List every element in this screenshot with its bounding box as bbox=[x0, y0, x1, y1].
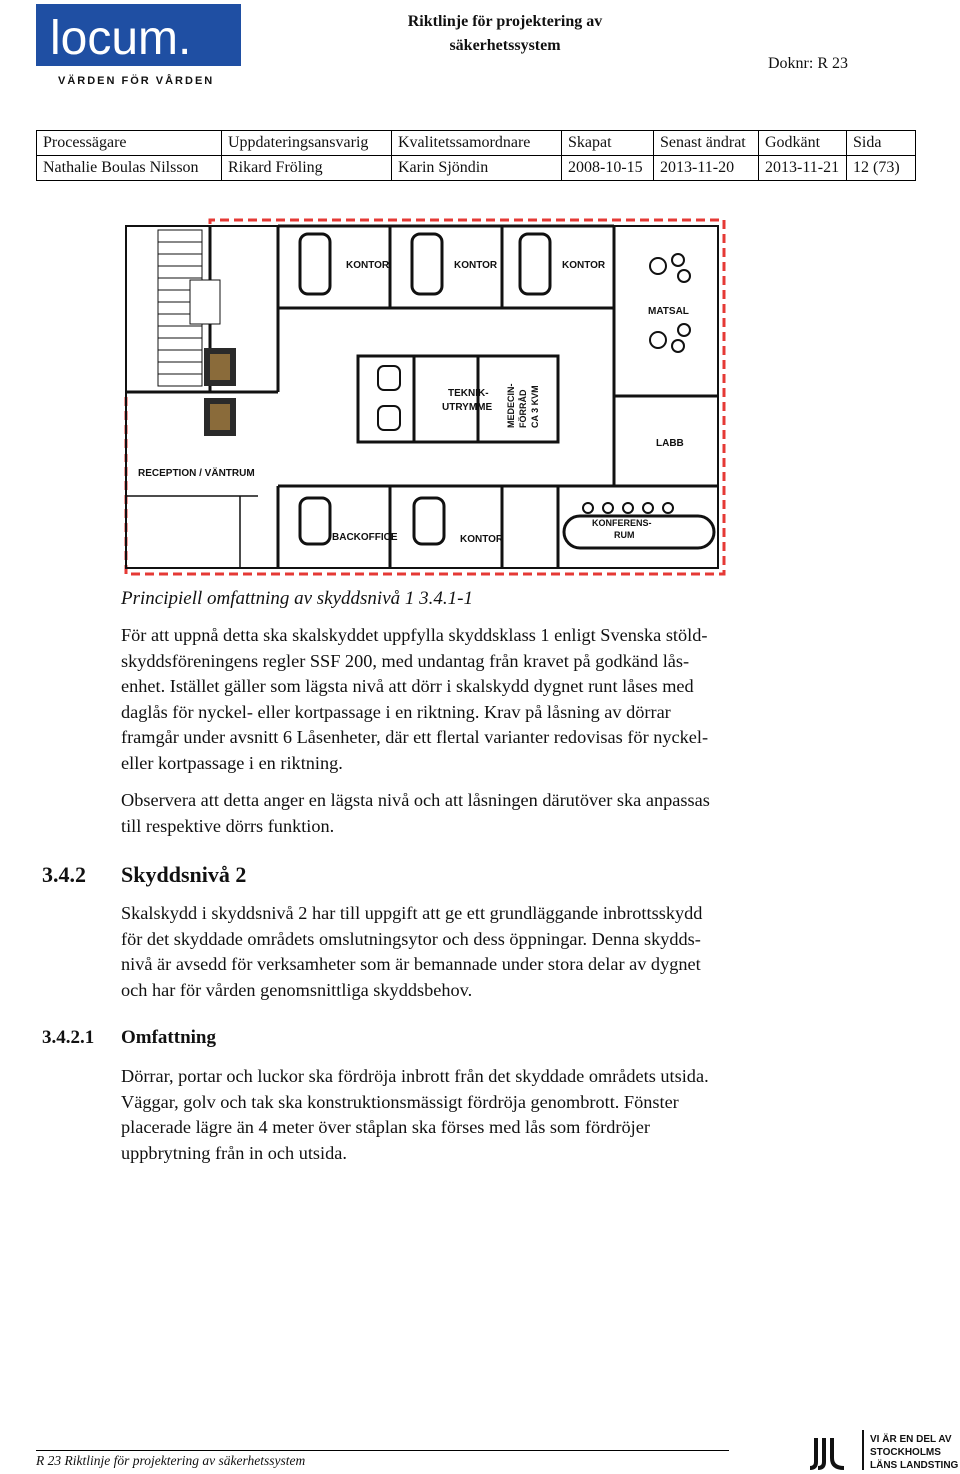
meta-label: Kvalitetssamordnare bbox=[392, 131, 562, 156]
section-heading-3-4-2 bbox=[42, 862, 246, 888]
text-line: nivå är avsedd för verksamheter som är bemannade under stora delar av dygnet bbox=[121, 954, 701, 974]
meta-value: 2008-10-15 bbox=[562, 156, 654, 181]
room-label-kontor-3: KONTOR bbox=[562, 260, 606, 271]
room-label-kontor-4: KONTOR bbox=[460, 534, 504, 545]
locum-logo bbox=[36, 4, 241, 88]
document-title-line2: säkerhetssystem bbox=[449, 37, 561, 54]
text-line: skyddsföreningens regler SSF 200, med undantag från kravet på godkänd lås- bbox=[121, 650, 690, 671]
room-label-konferens-1: KONFERENS- bbox=[592, 518, 652, 528]
meta-value: 2013-11-21 bbox=[759, 156, 847, 181]
paragraph-omfattning bbox=[121, 1064, 841, 1166]
meta-label: Uppdateringsansvarig bbox=[222, 131, 392, 156]
chairs bbox=[583, 254, 690, 513]
meta-value: Nathalie Boulas Nilsson bbox=[37, 156, 222, 181]
meta-value: 2013-11-20 bbox=[654, 156, 759, 181]
room-label-konferens-2: RUM bbox=[614, 530, 635, 540]
paragraph-level2 bbox=[121, 901, 841, 1003]
room-label-teknik-1: TEKNIK- bbox=[448, 388, 489, 399]
sll-line1: VI ÄR EN DEL AV bbox=[870, 1434, 952, 1445]
text-line: daglås för nyckel- eller kortpassage i en riktning. Krav på låsning av dörrar bbox=[121, 701, 671, 722]
text-line: För att uppnå detta ska skalskyddet uppfylla skyddsklass 1 enligt Svenska stöld- bbox=[121, 625, 708, 645]
text-line: placerade lägre än 4 meter över ståplan ska förses med lås som fördröjer bbox=[121, 1117, 650, 1137]
sll-line3: LÄNS LANDSTING bbox=[870, 1460, 959, 1471]
meta-label: Processägare bbox=[37, 131, 222, 156]
meta-label: Senast ändrat bbox=[654, 131, 759, 156]
text-line: Väggar, golv och tak ska konstruktionsmässigt fördröja genombrott. Fönster bbox=[121, 1091, 679, 1112]
document-number: Doknr: R 23 bbox=[768, 55, 848, 72]
floor-plan bbox=[118, 216, 730, 578]
footer-divider bbox=[36, 1450, 729, 1451]
text-line: Dörrar, portar och luckor ska fördröja inbrott från det skyddade områdets utsida. bbox=[121, 1066, 709, 1086]
paragraph-note bbox=[121, 788, 841, 839]
meta-label-row bbox=[37, 131, 916, 156]
text-line: uppbrytning från in och utsida. bbox=[121, 1142, 347, 1163]
text-line: Observera att detta anger en lägsta nivå och att låsningen därutöver ska anpassas bbox=[121, 790, 710, 810]
subsection-title: Omfattning bbox=[121, 1027, 216, 1048]
room-label-med-1: MEDECIN- bbox=[506, 383, 516, 428]
logo-tagline: VÄRDEN FÖR VÅRDEN bbox=[58, 75, 215, 87]
meta-value: Rikard Fröling bbox=[222, 156, 392, 181]
room-label-kontor-1: KONTOR bbox=[346, 260, 390, 271]
meta-label: Sida bbox=[847, 131, 916, 156]
section-title: Skyddsnivå 2 bbox=[121, 862, 247, 887]
text-line: enhet. Istället gäller som lägsta nivå att dörr i skalskydd dygnet runt låses med bbox=[121, 676, 694, 696]
room-label-med-3: CA 3 KVM bbox=[530, 385, 540, 428]
document-title-line1: Riktlinje för projektering av bbox=[407, 13, 603, 30]
room-label-backoffice: BACKOFFICE bbox=[332, 532, 398, 543]
meta-label: Skapat bbox=[562, 131, 654, 156]
text-line: eller kortpassage i en riktning. bbox=[121, 752, 343, 773]
sll-logo bbox=[810, 1428, 960, 1472]
meta-value-row bbox=[37, 156, 916, 181]
text-line: och har för vården genomsnittliga skyddsbehov. bbox=[121, 979, 473, 1000]
text-line: för det skyddade områdets omslutningsytor och dess öppningar. Denna skydds- bbox=[121, 928, 701, 949]
section-number: 3.4.2 bbox=[42, 862, 86, 887]
sll-line2: STOCKHOLMS bbox=[870, 1447, 941, 1458]
paragraph-scope bbox=[121, 623, 841, 776]
room-label-matsal: MATSAL bbox=[648, 306, 689, 317]
room-label-med-2: FÖRRÅD bbox=[518, 389, 528, 428]
text-line: framgår under avsnitt 6 Låsenheter, där ett flertal varianter redovisas för nyckel- bbox=[121, 727, 709, 747]
figure-caption: Principiell omfattning av skyddsnivå 1 3.4.1-1 bbox=[121, 588, 473, 609]
room-label-reception: RECEPTION / VÄNTRUM bbox=[138, 468, 255, 479]
section-heading-3-4-2-1 bbox=[42, 1027, 216, 1049]
meta-value: 12 (73) bbox=[847, 156, 916, 181]
room-label-kontor-2: KONTOR bbox=[454, 260, 498, 271]
subsection-number: 3.4.2.1 bbox=[42, 1027, 95, 1048]
text-line: Skalskydd i skyddsnivå 2 har till uppgift att ge ett grundläggande inbrottsskydd bbox=[121, 903, 703, 923]
document-meta-table bbox=[36, 130, 916, 181]
meta-value: Karin Sjöndin bbox=[392, 156, 562, 181]
room-label-labb: LABB bbox=[656, 438, 684, 449]
text-line: till respektive dörrs funktion. bbox=[121, 815, 335, 836]
meta-label: Godkänt bbox=[759, 131, 847, 156]
room-label-teknik-2: UTRYMME bbox=[442, 402, 493, 413]
document-title bbox=[400, 10, 610, 58]
footer-text: R 23 Riktlinje för projektering av säkerhetssystem bbox=[36, 1453, 306, 1468]
logo-text: locum. bbox=[50, 12, 192, 65]
